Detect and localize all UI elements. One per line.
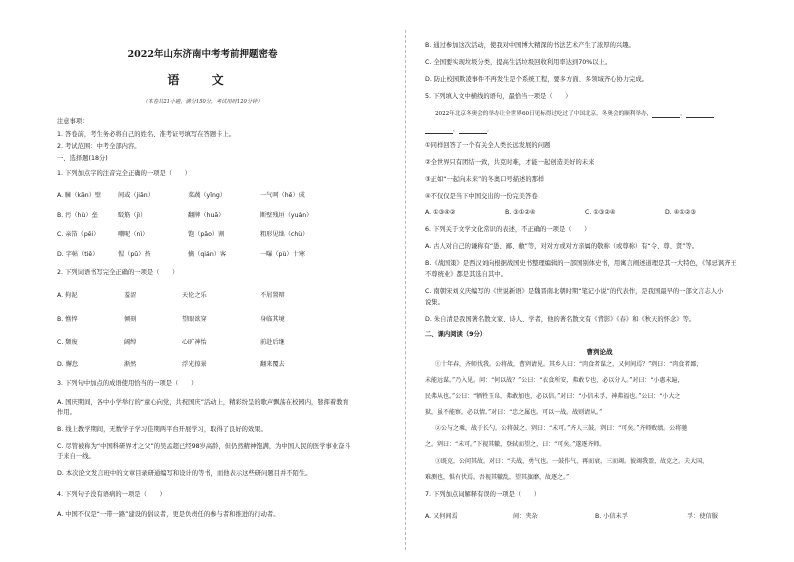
question-5: 5. 下列填入文中横线的语句，最恰当一项是（ ） <box>425 93 572 100</box>
q6-option-c: C. 南朝宋刘义庆编写的《世说新语》是魏晋南北朝时期“笔记小说”的代表作，是我国最早的一部文言志人小 <box>425 288 724 295</box>
question-7: 7. 下列加点词解释有误的一项是（ ） <box>425 491 541 498</box>
passage-line: 之。刿曰：“未可。”下视其辙，登轼而望之，曰：“可矣。”遂逐齐师。 <box>425 441 606 448</box>
question-2: 2. 下列词语书写完全正确的一项是（ ） <box>57 269 179 276</box>
q6-option-a: A. 古人对自己的谦称有“愚、鄙、敝”等，对对方或对方亲属的敬称（或尊称）有“令、尊、贤”等。 <box>425 243 699 250</box>
doc-title: 2022年山东济南中考考前押题密卷 <box>127 49 278 60</box>
q3-option-a-cont: 作用。 <box>57 409 76 416</box>
passage-line: 民弗从也。”公曰：“牺牲玉帛，弗敢加也，必以信。”对曰：“小信未孚，神弗福也。”公曰：“小大之 <box>425 393 681 400</box>
q6-option-b-cont: 不尊统业》都是其选自其中。 <box>425 271 507 278</box>
q5-stem-cont: ， 。 <box>425 126 492 134</box>
passage-line: ③既克，公问其故。对曰：“夫战，勇气也。一鼓作气，再而衰，三而竭。彼竭我盈，故克之。夫大国， <box>435 458 709 465</box>
notice-item: 1. 答卷前，考生务必将自己的姓名、准考证号填写在答题卡上。 <box>57 131 236 138</box>
q4-option-c: C. 全国要实现垃圾分类，提高生活垃圾回收利用率达到70%以上。 <box>425 59 612 66</box>
question-3: 3. 下列句中加点的成语使用恰当的一项是（ ） <box>57 380 198 387</box>
question-4: 4. 下列句子没有语病的一项是（ ） <box>57 491 166 498</box>
passage-line: 狱，虽不能察，必以情。”对曰：“忠之属也。可以一战。战则请从。” <box>425 409 603 416</box>
q6-option-c-cont: 说集。 <box>425 299 444 306</box>
notice-heading: 注意事项： <box>57 118 89 125</box>
answer-blank <box>459 127 487 134</box>
q5-sentence-3: ③正如“一起向未来”的冬奥口号描述的那样 <box>425 176 545 183</box>
q4-option-a: A. 中国不仅是“一带一路”建设的倡议者，更是负责任的参与者和推进的行动者。 <box>57 511 280 518</box>
passage-line: ②公与之乘，战于长勺。公将鼓之。刿曰：“未可。”齐人三鼓。刿曰：“可矣。”齐师败绩。公将驰 <box>435 425 688 432</box>
passage-title: 曹刿论战 <box>586 348 613 356</box>
question-1: 1. 下列加点字的注音完全正确的一项是（ ） <box>57 170 191 177</box>
passage-line: 难测也，惧有伏焉。吾视其辙乱，望其旗靡，故逐之。” <box>425 474 570 481</box>
q5-sentence-2: ②全世界只有团结一致，共克时难，才能一起创造美好的未来 <box>425 159 595 166</box>
q3-option-c-cont: 于来自一线。 <box>57 453 95 460</box>
q3-option-a: A. 国庆期间，各中小学举行的“童心向党，共祝国庆”活动上，精彩纷呈的歌声飘荡在校园内，發挥着教育 <box>57 399 349 406</box>
exam-info: （本卷共21小题，满分150分，考试用时120分钟） <box>142 99 263 105</box>
q3-option-b: B. 线上教学期间，无数学子学习佳期两平台开展学习，取得了良好的效果。 <box>57 426 267 433</box>
answer-blank <box>686 111 714 118</box>
passage-line: ①十年春，齐师伐我。公将战，曹刿请见。其乡人曰：“肉食者谋之，又何间焉？”刿曰：“肉食者鄙， <box>435 361 703 368</box>
q3-option-d: D. 本次论文发言班中的文章目录研通编写和设计的等书，而他表示这些研问题目并不陌生。 <box>57 470 312 477</box>
q4-option-d: D. 防止校园欺凌事件不再发生是个系统工程，要多方面、多领域齐心协力完成。 <box>425 76 648 83</box>
q6-option-d: D. 朱自清是我国著名散文家、诗人、学者，他的著名散文有《背影》《春》和《秋天的怀念》等。 <box>425 316 696 323</box>
notice-item: 2. 考试范围：中考全部内容。 <box>57 143 141 150</box>
passage-line: 未能远谋。”乃入见。问：“何以战？”公曰：“衣食所安，弗敢专也，必以分人。”对曰：“小惠未遍， <box>425 377 684 384</box>
column-divider <box>405 30 406 550</box>
question-6: 6. 下列关于文学文化常识的表述，不正确的一项是（ ） <box>425 226 591 233</box>
q4-option-b: B. 通过参加这次活动，使我对中国博大精深的书法艺术产生了浓厚的兴趣。 <box>425 42 635 49</box>
q5-sentence-4: ④不仅仅是当下中国交出的一份完美答卷 <box>425 193 538 200</box>
q6-option-b: B.《战国策》是西汉刘向根据战国史书整理编辑的一部国别体史书，用寓言阐述道理是其一大特色，《邹忌讽齐王 <box>425 260 737 267</box>
answer-blank <box>652 111 680 118</box>
subject-title: 语 文 <box>167 73 238 87</box>
section-heading: 二、课内阅读（9分） <box>425 331 487 338</box>
answer-blank <box>425 127 453 134</box>
q5-stem: 2022年北京冬奥会的举办让全世界60日见标得过吃过了中国北京。冬奥会的顺利举办， ， <box>435 110 714 118</box>
q5-sentence-1: ①同样回答了一个有关全人类长远发展的问题 <box>425 142 551 149</box>
section-heading: 一、选择题(18分) <box>57 155 108 162</box>
q3-option-c: C. 尽管被称为“中国科研界才之父”的吴孟超已经98岁高龄，但仍然精神饱满，为中国人民的医学事业奋斗 <box>57 443 351 450</box>
